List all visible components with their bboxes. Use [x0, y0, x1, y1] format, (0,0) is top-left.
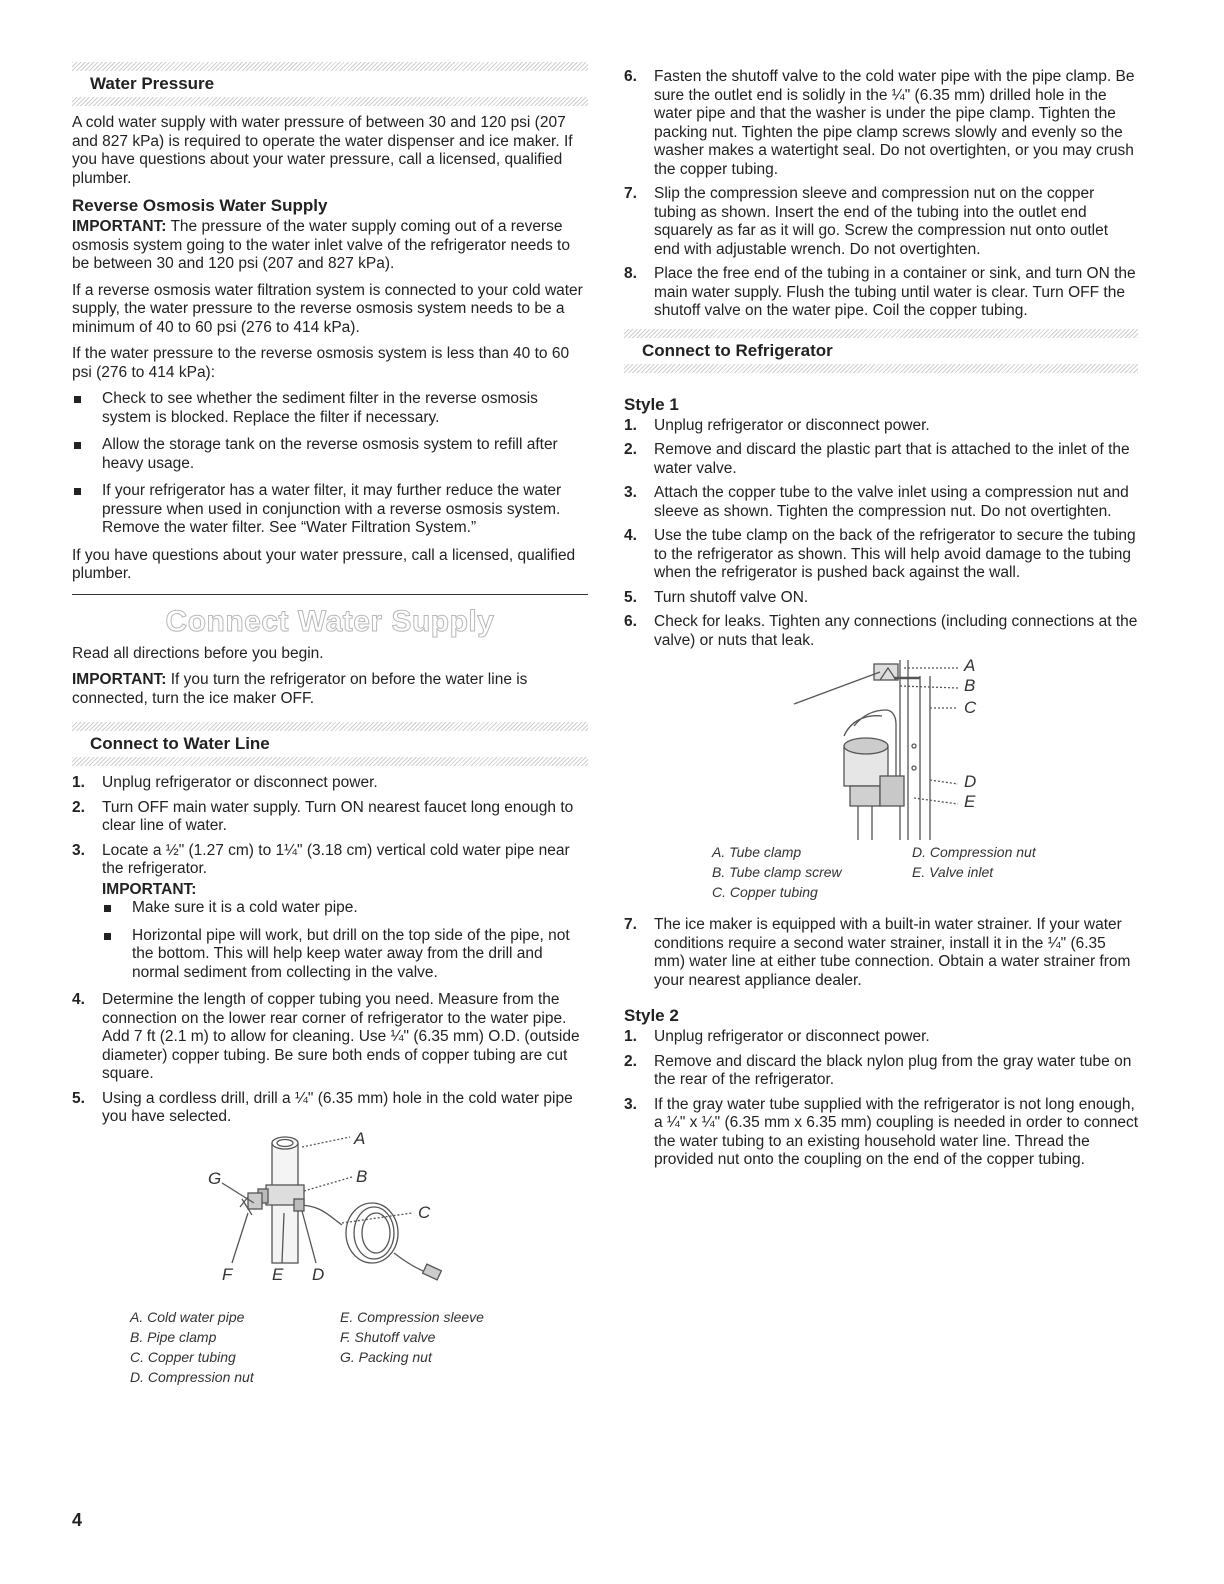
list-item: If your refrigerator has a water filter, it may further reduce the water pressure when used in conjunction with a reverse osmosis system. Remove the water filter. See “Water Filtration System.” — [72, 482, 588, 538]
left-column — [72, 62, 588, 1387]
ro-bullet-list — [72, 390, 588, 538]
step-item — [624, 441, 1138, 478]
step-text: Turn shutoff valve ON. — [654, 588, 809, 606]
step-number: 2. — [624, 441, 637, 458]
step-number: 2. — [624, 1052, 637, 1070]
step-number: 7. — [624, 916, 637, 933]
ro-paragraph-1-text: The pressure of the water supply coming out of a reverse osmosis system going to the water inlet valve of the refrigerator needs to be between 30 and 120 psi (207 and 827 kPa). — [72, 218, 570, 272]
step-item — [72, 842, 588, 983]
step-item — [624, 484, 1138, 521]
figure-letter-f: F — [222, 1264, 233, 1284]
step-number: 8. — [624, 265, 637, 282]
step-item — [72, 1090, 588, 1127]
step-number: 2. — [72, 798, 85, 816]
section-divider — [72, 594, 588, 595]
step-item — [624, 1096, 1138, 1170]
step-text: Remove and discard the plastic part that is attached to the inlet of the water valve. — [654, 441, 1130, 477]
legend-item: E. Valve inlet — [912, 864, 994, 880]
section-header-connect-water-line — [72, 722, 588, 766]
step-item — [624, 265, 1138, 321]
legend-item: F. Shutoff valve — [340, 1328, 436, 1345]
figure-legend-water-line — [130, 1307, 588, 1387]
legend-item: A. Cold water pipe — [130, 1308, 245, 1325]
step-number: 1. — [72, 774, 85, 791]
legend-item: C. Copper tubing — [712, 884, 818, 900]
step-3-important-label: IMPORTANT: — [102, 880, 197, 898]
step-text: Remove and discard the black nylon plug from the gray water tube on the rear of the refrigerator. — [654, 1052, 1132, 1088]
step-number: 1. — [624, 1028, 637, 1045]
figure-letter-b: B — [356, 1166, 368, 1186]
list-item: Horizontal pipe will work, but drill on the top side of the pipe, not the bottom. This will help keep water away from the drill and normal sediment from collecting in the valve. — [102, 927, 588, 983]
legend-item: A. Tube clamp — [712, 844, 802, 860]
step-text: If the gray water tube supplied with the refrigerator is not long enough, a ¼" x ¼" (6.35 mm x 6.35 mm) coupling is needed in order to connect the water tubing to an existing household water line. Thread the provided nut onto the coupling on the end of the copper tubing. — [654, 1095, 1138, 1168]
step-item — [624, 417, 1138, 436]
right-column — [624, 68, 1138, 1176]
list-item: Check to see whether the sediment filter in the reverse osmosis system is blocked. Replace the filter if necessary. — [72, 390, 588, 427]
step-text: Unplug refrigerator or disconnect power. — [102, 774, 378, 791]
section-header-water-pressure — [72, 62, 588, 106]
heading-style-1: Style 1 — [624, 394, 679, 414]
step-text: Place the free end of the tubing in a container or sink, and turn ON the main water supply. Flush the tubing until water is clear. Turn OFF the shutoff valve on the water pipe. Coil the copper tubing. — [654, 265, 1136, 319]
step-number: 3. — [624, 1095, 637, 1113]
step-number: 3. — [624, 484, 637, 501]
heading-connect-refrigerator: Connect to Refrigerator — [642, 340, 833, 360]
heading-connect-water-line: Connect to Water Line — [90, 734, 270, 753]
list-item: Allow the storage tank on the reverse osmosis system to refill after heavy usage. — [72, 436, 588, 473]
figure-legend-valve-inlet — [712, 842, 1138, 902]
water-pressure-paragraph: A cold water supply with water pressure of between 30 and 120 psi (207 and 827 kPa) is required to operate the water dispenser and ice maker. If you have questions about your water pressure, call a licensed, qualified plumber. — [72, 114, 573, 187]
step-text: Unplug refrigerator or disconnect power. — [654, 1028, 930, 1045]
valve-inlet-illustration — [624, 656, 1138, 840]
page-number: 4 — [72, 1510, 83, 1530]
heading-reverse-osmosis: Reverse Osmosis Water Supply — [72, 196, 328, 215]
figure-letter-d: D — [964, 772, 977, 791]
step-item — [72, 991, 588, 1084]
legend-item: D. Compression nut — [130, 1368, 254, 1385]
legend-item: D. Compression nut — [912, 844, 1036, 860]
step-text: The ice maker is equipped with a built-in water strainer. If your water conditions require a second water strainer, install it in the ¼" (6.35 mm) water line at either tube connection. Obtain a water strainer from your nearest appliance dealer. — [654, 916, 1131, 989]
cws-paragraph-1: Read all directions before you begin. — [72, 644, 324, 662]
step-text: Attach the copper tube to the valve inlet using a compression nut and sleeve as shown. Tighten the compression nut. Do not overtighten. — [654, 484, 1129, 520]
cws-paragraph-2-text: If you turn the refrigerator on before the water line is connected, turn the ice maker OFF. — [72, 671, 528, 707]
ro-paragraph-3: If the water pressure to the reverse osmosis system is less than 40 to 60 psi (276 to 414 kPa): — [72, 345, 570, 381]
step-item — [624, 916, 1138, 990]
ro-paragraph-1 — [72, 218, 588, 274]
figure-letter-d: D — [312, 1264, 325, 1284]
important-label: IMPORTANT: — [72, 218, 167, 235]
style-1-steps — [624, 417, 1138, 651]
legend-item: B. Pipe clamp — [130, 1328, 217, 1345]
step-item — [72, 774, 588, 793]
figure-letter-g: G — [208, 1168, 222, 1188]
step-number: 7. — [624, 185, 637, 202]
step-item — [72, 799, 588, 836]
step-text: Check for leaks. Tighten any connections (including connections at the valve) or nuts that leak. — [654, 613, 1138, 649]
step-text: Unplug refrigerator or disconnect power. — [654, 416, 930, 434]
step-text: Turn OFF main water supply. Turn ON nearest faucet long enough to clear line of water. — [102, 798, 574, 834]
figure-letter-c: C — [418, 1202, 431, 1222]
water-line-steps-continued — [624, 68, 1138, 321]
legend-item: C. Copper tubing — [130, 1348, 236, 1365]
figure-letter-b: B — [964, 676, 976, 695]
step-number: 3. — [72, 841, 85, 859]
heading-style-2: Style 2 — [624, 1006, 679, 1025]
figure-letter-e: E — [964, 792, 976, 811]
section-header-connect-refrigerator — [624, 329, 1138, 373]
style-1-step-7 — [624, 916, 1138, 990]
cws-paragraph-2 — [72, 671, 588, 708]
figure-letter-e: E — [272, 1264, 284, 1284]
legend-item: G. Packing nut — [340, 1348, 432, 1365]
figure-letter-c: C — [964, 698, 977, 717]
figure-valve-inlet — [624, 656, 1138, 840]
figure-shutoff-valve — [72, 1128, 588, 1305]
figure-letter-a: A — [354, 1128, 366, 1148]
list-item: Make sure it is a cold water pipe. — [102, 899, 588, 918]
step-number: 1. — [624, 416, 637, 434]
step-number: 5. — [72, 1089, 85, 1107]
step-text: Determine the length of copper tubing you need. Measure from the connection on the lower rear corner of refrigerator to the water pipe. Add 7 ft (2.1 m) to allow for cleaning. Use ¼" (6.35 mm) O.D. (outside diameter) copper tubing. Be sure both ends of copper tubing are cut square. — [102, 991, 580, 1082]
step-number: 6. — [624, 68, 637, 85]
title-connect-water-supply: Connect Water Supply — [165, 604, 495, 638]
step-item — [624, 527, 1138, 583]
step-item — [624, 185, 1138, 259]
legend-item: B. Tube clamp screw — [712, 864, 842, 880]
step-text: Locate a ½" (1.27 cm) to 1¼" (3.18 cm) vertical cold water pipe near the refrigerator. — [102, 841, 570, 877]
water-line-steps — [72, 774, 588, 1127]
ro-paragraph-2: If a reverse osmosis water filtration system is connected to your cold water supply, the water pressure to the reverse osmosis system needs to be a minimum of 40 to 60 psi (276 to 414 kPa). — [72, 281, 583, 336]
step-item — [624, 68, 1138, 179]
step-number: 5. — [624, 588, 637, 606]
step-text: Slip the compression sleeve and compression nut on the copper tubing as shown. Insert the end of the tubing into the outlet end squarely as far as it will go. Screw the compression nut onto outlet end with adjustable wrench. Do not overtighten. — [654, 185, 1109, 258]
shutoff-valve-illustration — [72, 1133, 588, 1305]
legend-item: E. Compression sleeve — [340, 1308, 484, 1325]
step-text: Fasten the shutoff valve to the cold water pipe with the pipe clamp. Be sure the outlet end is solidly in the ¼" (6.35 mm) drilled hole in the water pipe and that the washer is under the pipe clamp. Tighten the packing nut. Tighten the pipe clamp screws slowly and evenly so the washer makes a watertight seal. Do not overtighten, or you may crush the copper tubing. — [654, 68, 1135, 178]
step-item — [624, 589, 1138, 608]
style-2-steps — [624, 1028, 1138, 1170]
step-text: Using a cordless drill, drill a ¼" (6.35 mm) hole in the cold water pipe you have selected. — [102, 1089, 573, 1125]
figure-letter-a: A — [964, 656, 976, 675]
step-number: 6. — [624, 613, 637, 630]
ro-paragraph-4: If you have questions about your water pressure, call a licensed, qualified plumber. — [72, 546, 576, 582]
step-item — [624, 1028, 1138, 1047]
heading-water-pressure: Water Pressure — [90, 74, 215, 93]
step-number: 4. — [624, 527, 637, 544]
step-text: Use the tube clamp on the back of the refrigerator to secure the tubing to the refrigerator as shown. This will help avoid damage to the tubing when the refrigerator is pushed back against the wall. — [654, 527, 1136, 581]
step-3-bullet-list — [102, 899, 588, 982]
step-number: 4. — [72, 991, 85, 1008]
step-item — [624, 613, 1138, 650]
important-label: IMPORTANT: — [72, 671, 167, 688]
step-item — [624, 1053, 1138, 1090]
